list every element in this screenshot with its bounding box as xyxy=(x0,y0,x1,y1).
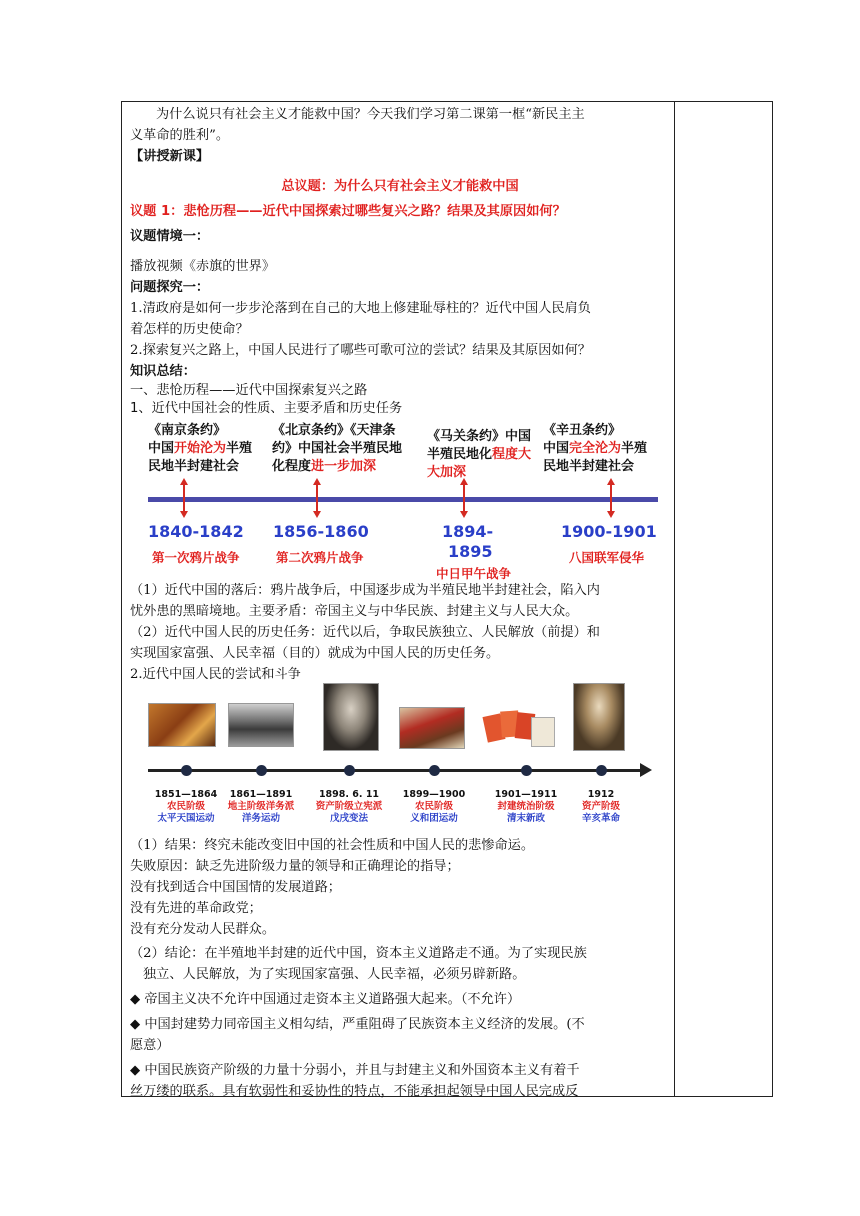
bullet-3-line-2: 丝万缕的联系。具有软弱性和妥协性的特点，不能承担起领导中国人民完成反 xyxy=(130,1084,579,1099)
bullet-2-line-2: 愿意） xyxy=(130,1038,170,1053)
bullet-3-line-1: ◆ 中国民族资产阶级的力量十分弱小，并且与封建主义和外国资本主义有着千 xyxy=(130,1063,580,1078)
year-label-2: 1856-1860 xyxy=(273,522,369,541)
struggle-class: 农民阶级 xyxy=(166,801,205,812)
treaty-highlight: 大加深 xyxy=(427,465,467,480)
year-label-1: 1840-1842 xyxy=(148,522,244,541)
treaty-text: 民地半封建社会 xyxy=(543,459,635,474)
treaty-name: 《北京条约》《天津条 xyxy=(272,423,396,438)
struggle-label-6 xyxy=(551,789,651,825)
double-arrow-icon xyxy=(313,478,321,518)
section-2-heading: 2.近代中国人民的尝试和斗争 xyxy=(130,667,301,682)
struggle-year: 1861—1891 xyxy=(229,789,293,800)
lesson-table xyxy=(121,101,773,1097)
treaty-text: 中国 xyxy=(148,441,175,456)
year-label-4: 1900-1901 xyxy=(561,522,657,541)
timeline-axis xyxy=(148,769,643,772)
treaty-text: 化程度 xyxy=(272,459,312,474)
qing-documents-image xyxy=(483,707,557,751)
section-label: 【讲授新课】 xyxy=(130,149,210,164)
result-line: （1）结果：终究未能改变旧中国的社会性质和中国人民的悲惨命运。 xyxy=(130,838,535,853)
main-topic: 总议题：为什么只有社会主义才能救中国 xyxy=(281,179,519,194)
treaty-label-1 xyxy=(148,422,252,476)
paragraph-2-line-1: （2）近代中国人民的历史任务：近代以后，争取民族独立、人民解放（前提）和 xyxy=(130,625,600,640)
struggle-class: 农民阶级 xyxy=(414,801,453,812)
year-part: 1895 xyxy=(448,542,493,561)
war-label-2: 第二次鸦片战争 xyxy=(276,550,364,565)
failure-reason-3: 没有先进的革命政党； xyxy=(130,901,262,916)
paragraph-1-line-2: 忧外患的黑暗境地。主要矛盾：帝国主义与中华民族、封建主义与人民大众。 xyxy=(130,604,579,619)
struggle-class: 地主阶级洋务派 xyxy=(227,801,295,812)
westernization-photo-image xyxy=(228,703,294,747)
struggle-class: 封建统治阶级 xyxy=(497,801,555,812)
arrow-head-icon xyxy=(640,763,652,777)
struggle-class: 资产阶级立宪派 xyxy=(315,801,383,812)
treaty-highlight: 程度大 xyxy=(492,447,532,462)
treaty-label-3 xyxy=(427,428,531,482)
treaty-timeline xyxy=(130,420,670,580)
struggle-year: 1898. 6. 11 xyxy=(318,789,380,800)
treaty-text: 中国 xyxy=(543,441,570,456)
double-arrow-icon xyxy=(180,478,188,518)
treaty-text: 半殖民地化 xyxy=(427,447,493,462)
treaty-text: 约》中国社会半殖民地 xyxy=(272,441,403,456)
treaty-name: 《南京条约》 xyxy=(148,423,227,438)
treaty-label-2 xyxy=(272,422,402,476)
timeline-dot xyxy=(181,765,192,776)
struggle-year: 1899—1900 xyxy=(402,789,466,800)
treaty-text: 民地半封建社会 xyxy=(148,459,240,474)
treaty-label-4 xyxy=(543,422,647,476)
treaty-text: 半殖 xyxy=(621,441,648,456)
timeline-dot xyxy=(521,765,532,776)
war-label-3: 中日甲午战争 xyxy=(436,566,512,581)
video-line: 播放视频《赤旗的世界》 xyxy=(130,259,276,274)
summary-heading-2: 1、近代中国社会的性质、主要矛盾和历史任务 xyxy=(130,401,403,416)
struggle-year: 1851—1864 xyxy=(154,789,218,800)
treaty-highlight: 开始沦为 xyxy=(174,441,227,456)
intro-line-2: 义革命的胜利”。 xyxy=(130,128,230,143)
boxer-battle-image xyxy=(399,707,465,749)
question-1-line-1: 1.清政府是如何一步步沦落到在自己的大地上修建耻辱柱的？近代中国人民肩负 xyxy=(130,301,591,316)
paragraph-2-line-2: 实现国家富强、人民幸福（目的）就成为中国人民的历史任务。 xyxy=(130,646,500,661)
column-divider xyxy=(674,102,675,1096)
struggle-event: 清末新政 xyxy=(506,813,545,824)
struggle-label-2 xyxy=(211,789,311,825)
failure-reason-2: 没有找到适合中国国情的发展道路； xyxy=(130,880,341,895)
scenario-label: 议题情境一： xyxy=(130,229,210,244)
timeline-dot xyxy=(256,765,267,776)
reformer-portrait-image xyxy=(323,683,379,751)
paragraph-1-line-1: （1）近代中国的落后：鸦片战争后，中国逐步成为半殖民地半封建社会，陷入内 xyxy=(130,583,600,598)
year-part: 1894- xyxy=(442,522,494,541)
conclusion-line-1: （2）结论：在半殖地半封建的近代中国，资本主义道路走不通。为了实现民族 xyxy=(130,946,587,961)
double-arrow-icon xyxy=(607,478,615,518)
treaty-name: 《马关条约》中国 xyxy=(427,429,532,444)
timeline-axis xyxy=(148,497,658,502)
timeline-dot xyxy=(596,765,607,776)
bullet-1: ◆ 帝国主义决不允许中国通过走资本主义道路强大起来。（不允许） xyxy=(130,992,521,1007)
failure-reason-4: 没有充分发动人民群众。 xyxy=(130,922,276,937)
treaty-highlight: 完全沦为 xyxy=(569,441,622,456)
struggle-event: 义和团运动 xyxy=(410,813,458,824)
struggle-event: 辛亥革命 xyxy=(581,813,620,824)
taiping-painting-image xyxy=(148,703,216,747)
war-label-1: 第一次鸦片战争 xyxy=(152,550,240,565)
topic-1: 议题 1：悲怆历程——近代中国探索过哪些复兴之路？结果及其原因如何？ xyxy=(130,204,566,219)
struggle-class: 资产阶级 xyxy=(581,801,620,812)
struggle-timeline xyxy=(130,685,670,835)
struggle-event: 戊戌变法 xyxy=(329,813,368,824)
summary-label: 知识总结： xyxy=(130,364,196,379)
struggle-event: 洋务运动 xyxy=(241,813,280,824)
struggle-label-4 xyxy=(384,789,484,825)
revolutionary-portrait-image xyxy=(573,683,625,751)
inquiry-label: 问题探究一： xyxy=(130,280,210,295)
treaty-text: 半殖 xyxy=(226,441,253,456)
lesson-content xyxy=(130,104,670,1102)
summary-heading-1: 一、悲怆历程——近代中国探索复兴之路 xyxy=(130,383,368,398)
bullet-2-line-1: ◆ 中国封建势力同帝国主义相勾结，严重阻碍了民族资本主义经济的发展。(不 xyxy=(130,1017,585,1032)
struggle-year: 1912 xyxy=(587,789,615,800)
conclusion-line-2: 独立、人民解放，为了实现国家富强、人民幸福，必须另辟新路。 xyxy=(143,967,526,982)
struggle-year: 1901—1911 xyxy=(494,789,558,800)
question-1-line-2: 着怎样的历史使命？ xyxy=(130,322,249,337)
intro-line-1: 为什么说只有社会主义才能救中国？今天我们学习第二课第一框“新民主主 xyxy=(156,107,585,122)
timeline-dot xyxy=(344,765,355,776)
double-arrow-icon xyxy=(460,478,468,518)
treaty-name: 《辛丑条约》 xyxy=(543,423,622,438)
year-label-3 xyxy=(442,522,493,562)
failure-reason-line: 失败原因：缺乏先进阶级力量的领导和正确理论的指导； xyxy=(130,859,460,874)
timeline-dot xyxy=(429,765,440,776)
question-2: 2.探索复兴之路上，中国人民进行了哪些可歌可泣的尝试？结果及其原因如何？ xyxy=(130,343,591,358)
treaty-highlight: 进一步加深 xyxy=(311,459,377,474)
war-label-4: 八国联军侵华 xyxy=(569,550,645,565)
struggle-event: 太平天国运动 xyxy=(157,813,215,824)
